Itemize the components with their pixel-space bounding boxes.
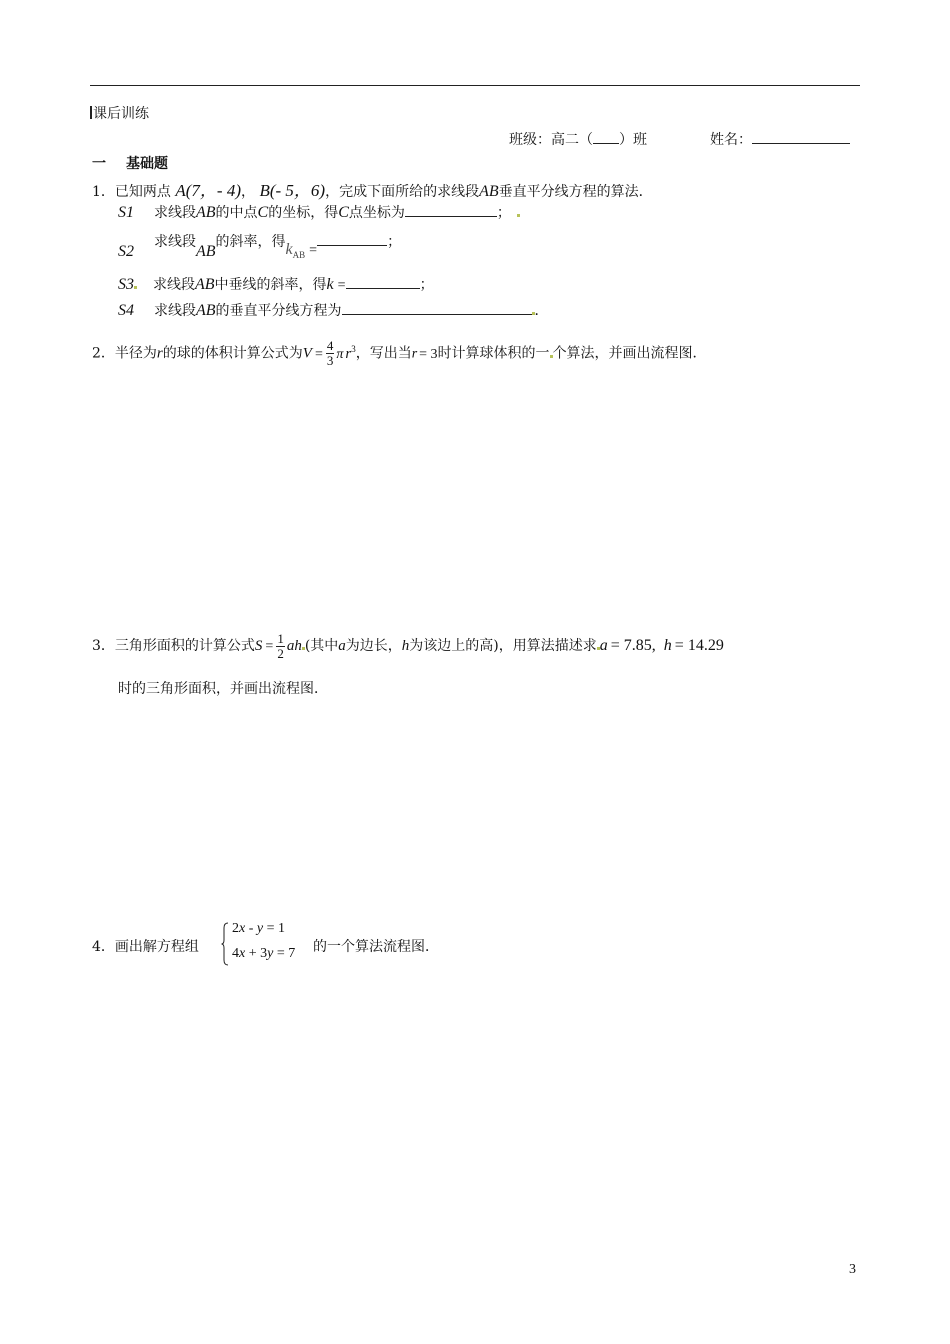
equation-2: 4x + 3y = 7 [232, 946, 296, 961]
s4-blank[interactable] [342, 300, 532, 315]
section-heading: 一 基础题 [92, 156, 168, 172]
s2-blank[interactable] [317, 231, 387, 246]
question-3: 3．三角形面积的计算公式S = $\frac{1}{2}$ ah (其中a为边长，h为该边上的高)，用算法描述求 a = 7.85, h = 14.29 [92, 630, 724, 661]
fraction-4-3: $\frac{4}{3}$ [326, 338, 334, 369]
mark-dot-icon [517, 214, 520, 217]
name-blank[interactable] [752, 129, 850, 144]
page-number: 3 [849, 1262, 856, 1277]
s1-blank[interactable] [405, 202, 497, 217]
class-blank[interactable] [593, 129, 619, 144]
equation-1: 2x - y = 1 [232, 921, 286, 936]
step-s3: S3 求线段AB中垂线的斜率，得k = ； [118, 276, 434, 293]
top-rule [90, 85, 860, 86]
step-s1: S1 求线段AB的中点C的坐标，得C点坐标为 ； [118, 202, 520, 222]
mark-dot-icon [134, 286, 137, 289]
step-s4: S4 求线段AB的垂直平分线方程为 ． [118, 302, 549, 319]
fraction-1-2: $\frac{1}{2}$ [277, 630, 284, 661]
mark-icon [90, 106, 92, 119]
step-s2: S2求线段AB的斜率，得$k_{AB}$ =； [118, 231, 401, 252]
question-4-prefix: 4．画出解方程组 [92, 939, 199, 955]
question-3-line-2: 时的三角形面积，并画出流程图． [118, 681, 328, 697]
name-field: 姓名： [710, 129, 850, 149]
left-brace-icon [221, 922, 229, 966]
question-4-suffix: 的一个算法流程图． [313, 939, 439, 955]
question-1: 1．已知两点 A(7，- 4)， B(- 5，6)，完成下面所给的求线段AB垂直平分线方程的算法． [92, 181, 653, 200]
class-field: 班级：高二（ ）班 [509, 129, 647, 149]
question-2: 2．半径为r的球的体积计算公式为V = $\frac{4}{3}$ π $r^3$，写出当r = 3时计算球体积的一 个算法，并画出流程图． [92, 338, 707, 369]
section-tag: 课后训练 [90, 103, 149, 123]
s3-blank[interactable] [346, 274, 420, 289]
